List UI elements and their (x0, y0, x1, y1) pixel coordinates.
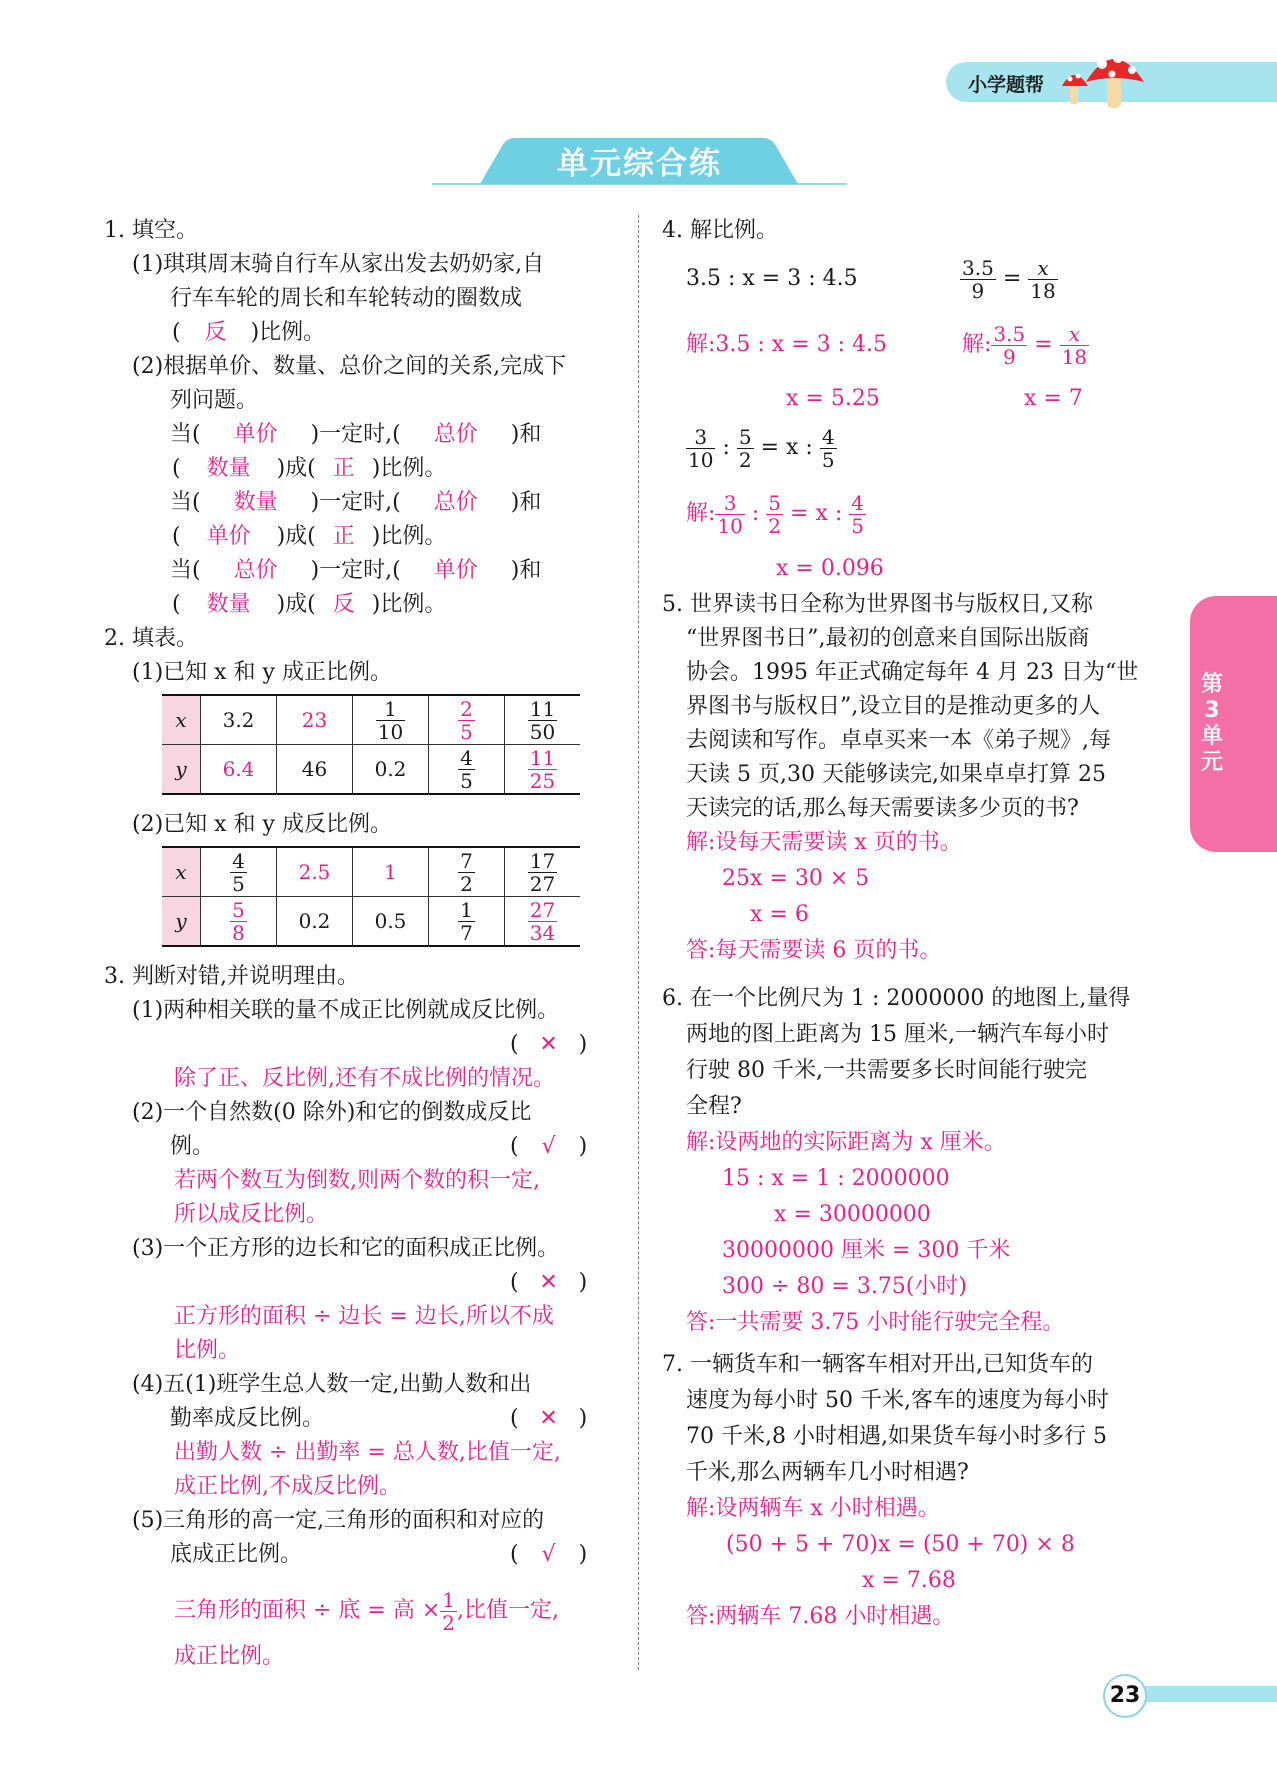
q3-s3-reason2: 比例。 (174, 1338, 241, 1363)
mushroom-icon (1062, 44, 1152, 114)
q3-s4-line1: (4)五(1)班学生总人数一定,出勤人数和出 (132, 1372, 532, 1397)
q6-line1: 6. 在一个比例尺为 1 : 2000000 的地图上,量得 (662, 986, 1131, 1011)
q4-heading: 4. 解比例。 (662, 218, 778, 243)
q1-heading: 1. 填空。 (104, 218, 198, 243)
q6-solution-3: x = 30000000 (774, 1202, 931, 1227)
q4-eq3: $\frac{3}{10}$ : $\frac{5}{2}$ = x : $\frac{4}{5}$ (688, 424, 835, 472)
q5-line4: 界图书与版权日”,设立目的是推动更多的人 (686, 694, 1101, 719)
q3-s4-reason1: 出勤人数 ÷ 出勤率 = 总人数,比值一定, (174, 1440, 561, 1465)
q1-row2-a: 当( 数量 )一定时,( 总价 )和 (170, 490, 542, 515)
q3-s2-line2: 例。 (170, 1134, 215, 1159)
q6-solution-6: 答:一共需要 3.75 小时能行驶完全程。 (686, 1310, 1065, 1335)
q1-p2-line1: (2)根据单价、数量、总价之间的关系,完成下 (132, 354, 567, 379)
q6-line2: 两地的图上距离为 15 厘米,一辆汽车每小时 (686, 1022, 1109, 1047)
q1-p1-line3: ( 反 )比例。 (172, 318, 325, 348)
q6-solution-2: 15 : x = 1 : 2000000 (722, 1166, 950, 1191)
q6-line4: 全程? (686, 1094, 742, 1119)
table-header-x: x (162, 695, 201, 745)
q5-line7: 天读完的话,那么每天需要读多少页的书? (686, 796, 1079, 821)
q1-row2-b: ( 单价 )成( 正 )比例。 (172, 524, 447, 549)
q7-solution-4: 答:两辆车 7.68 小时相遇。 (686, 1604, 955, 1629)
q3-s3-mark: ( ✕ ) (510, 1270, 588, 1295)
q6-line3: 行驶 80 千米,一共需要多长时间能行驶完 (686, 1058, 1087, 1083)
q3-s1-line: (1)两种相关联的量不成正比例就成反比例。 (132, 998, 560, 1023)
q7-solution-1: 解:设两辆车 x 小时相遇。 (686, 1496, 940, 1521)
q3-s1-mark: ( ✕ ) (510, 1032, 588, 1057)
q1-row3-b: ( 数量 )成( 反 )比例。 (172, 592, 447, 617)
q3-s3-reason1: 正方形的面积 ÷ 边长 = 边长,所以不成 (174, 1304, 554, 1329)
q1-row1-b: ( 数量 )成( 正 )比例。 (172, 456, 447, 481)
q7-solution-3: x = 7.68 (862, 1568, 956, 1593)
q3-s5-mark: ( √ ) (510, 1542, 588, 1567)
q7-line4: 千米,那么两辆车几小时相遇? (686, 1460, 969, 1485)
q5-solution-1: 解:设每天需要读 x 页的书。 (686, 830, 962, 855)
q4-eq2-solution: 解: $\frac{3.5}{9}$ = $\frac{x}{18}$ (962, 321, 1088, 369)
q3-heading: 3. 判断对错,并说明理由。 (104, 964, 359, 989)
q5-line3: 协会。1995 年正式确定每年 4 月 23 日为“世 (686, 660, 1139, 685)
q4-eq2: $\frac{3.5}{9}$ = $\frac{x}{18}$ (962, 255, 1056, 303)
q3-s2-line1: (2)一个自然数(0 除外)和它的倒数成反比 (132, 1100, 532, 1125)
q4-eq3-answer: x = 0.096 (776, 556, 884, 581)
q3-s3-line: (3)一个正方形的边长和它的面积成正比例。 (132, 1236, 560, 1261)
q1-row3-a: 当( 总价 )一定时,( 单价 )和 (170, 558, 542, 583)
q5-solution-2: 25x = 30 × 5 (722, 866, 870, 891)
q3-s5-reason1: 三角形的面积 ÷ 底 = 高 × $\frac{1}{2}$ ,比值一定, (174, 1587, 560, 1635)
q2-sub1: (1)已知 x 和 y 成正比例。 (132, 660, 392, 685)
q5-line1: 5. 世界读书日全称为世界图书与版权日,又称 (662, 592, 1093, 617)
q1-p1-line1: (1)琪琪周末骑自行车从家出发去奶奶家,自 (132, 252, 545, 277)
q3-s1-reason: 除了正、反比例,还有不成比例的情况。 (174, 1066, 555, 1091)
q5-solution-4: 答:每天需要读 6 页的书。 (686, 938, 942, 963)
q1-row1-a: 当( 单价 )一定时,( 总价 )和 (170, 422, 542, 447)
q3-s2-reason2: 所以成反比例。 (174, 1202, 329, 1227)
q5-solution-3: x = 6 (750, 902, 809, 927)
q7-line1: 7. 一辆货车和一辆客车相对开出,已知货车的 (662, 1352, 1093, 1377)
page-number: 23 (1103, 1674, 1147, 1718)
q3-s4-mark: ( ✕ ) (510, 1406, 588, 1431)
proportion-table-direct: x 3.2 23 $\frac{1}{10}$ $\frac{2}{5}$ $\frac{11}{50}$ y 6.4 46 0.2 $\frac{4}{5}$ $\frac{11}{25}$ (162, 694, 580, 795)
q6-solution-1: 解:设两地的实际距离为 x 厘米。 (686, 1130, 1006, 1155)
q7-line3: 70 千米,8 小时相遇,如果货车每小时多行 5 (686, 1424, 1107, 1449)
q3-s5-line2: 底成正比例。 (170, 1542, 303, 1567)
q5-line5: 去阅读和写作。卓卓买来一本《弟子规》,每 (686, 728, 1111, 753)
brand-label: 小学题帮 (968, 74, 1045, 96)
footer-bar (1125, 1686, 1277, 1702)
q3-s2-mark: ( √ ) (510, 1134, 588, 1159)
q3-s5-line1: (5)三角形的高一定,三角形的面积和对应的 (132, 1508, 545, 1533)
q1-p2-line2: 列问题。 (170, 388, 259, 413)
q1-p1-answer: 反 (204, 320, 227, 345)
column-divider (638, 215, 639, 1670)
q4-eq3-solution: 解: $\frac{3}{10}$ : $\frac{5}{2}$ = x : $\frac{4}{5}$ (686, 490, 865, 538)
q3-s4-line2: 勤率成反比例。 (170, 1406, 325, 1431)
table-header-y: y (162, 745, 201, 795)
page-title: 单元综合练 (557, 146, 722, 182)
q6-solution-4: 30000000 厘米 = 300 千米 (722, 1238, 1011, 1263)
q3-s4-reason2: 成正比例,不成反比例。 (174, 1474, 401, 1499)
q2-heading: 2. 填表。 (104, 626, 198, 651)
q1-p1-line2: 行车车轮的周长和车轮转动的圈数成 (170, 286, 523, 311)
q4-eq1-answer: x = 5.25 (786, 386, 880, 411)
q7-line2: 速度为每小时 50 千米,客车的速度为每小时 (686, 1388, 1109, 1413)
q3-s2-reason1: 若两个数互为倒数,则两个数的积一定, (174, 1168, 540, 1193)
q5-line6: 天读 5 页,30 天能够读完,如果卓卓打算 25 (686, 762, 1106, 787)
q3-s5-reason2: 成正比例。 (174, 1644, 285, 1669)
q6-solution-5: 300 ÷ 80 = 3.75(小时) (722, 1274, 967, 1299)
proportion-table-inverse: x $\frac{4}{5}$ 2.5 1 $\frac{7}{2}$ $\frac{17}{27}$ y $\frac{5}{8}$ 0.2 0.5 $\frac{1}{7}$ $\frac{27}{34}$ (162, 846, 580, 947)
q4-eq2-answer: x = 7 (1024, 386, 1083, 411)
q4-eq1: 3.5 : x = 3 : 4.5 (686, 266, 858, 291)
q4-eq1-solution: 解:3.5 : x = 3 : 4.5 (686, 332, 888, 357)
unit-side-tab-label: 第 3 单 元 (1200, 672, 1223, 775)
q7-solution-2: (50 + 5 + 70)x = (50 + 70) × 8 (726, 1532, 1075, 1557)
q5-line2: “世界图书日”,最初的创意来自国际出版商 (686, 626, 1090, 651)
q2-sub2: (2)已知 x 和 y 成反比例。 (132, 812, 392, 837)
